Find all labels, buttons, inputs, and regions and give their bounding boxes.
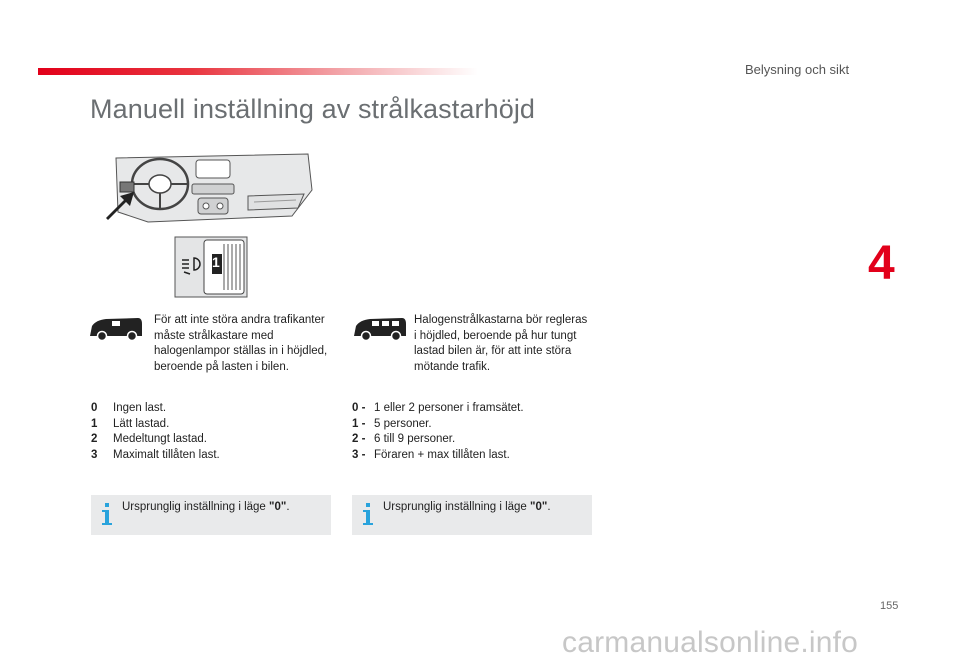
list-text: Lätt lastad. [113, 417, 170, 430]
list-item [352, 417, 592, 433]
info-text: Ursprunglig inställning i läge "0". [383, 501, 551, 513]
info-icon [101, 503, 113, 525]
left-load-list [91, 401, 311, 463]
info-value: "0" [269, 501, 287, 513]
right-load-list [352, 401, 592, 463]
list-text: 1 eller 2 personer i framsätet. [374, 402, 524, 414]
list-text: Föraren + max tillåten last. [374, 448, 510, 461]
list-item [352, 401, 592, 417]
right-info-box [352, 495, 592, 535]
dashboard-illustration [108, 150, 320, 228]
thumbwheel-illustration [174, 236, 248, 298]
header-accent-bar [38, 68, 478, 75]
list-item [352, 432, 592, 448]
list-item [91, 417, 311, 433]
list-number: 3 [91, 448, 98, 461]
right-description: Halogenstrålkastarna bör regleras i höjdled, beroende på hur tungt lastad bilen är, för att inte störa mötande trafik. [414, 314, 588, 373]
info-value: "0" [530, 501, 548, 513]
info-icon [362, 503, 374, 525]
page-title: Manuell inställning av strålkastarhöjd [90, 94, 536, 124]
list-text: 5 personer. [374, 417, 432, 430]
list-item [91, 432, 311, 448]
list-text: Medeltungt lastad. [113, 433, 207, 445]
left-info-box [91, 495, 331, 535]
list-text: 6 till 9 personer. [374, 433, 456, 445]
watermark: carmanualsonline.info [562, 626, 859, 659]
list-item [91, 448, 311, 464]
list-number: 2 [91, 433, 98, 445]
chapter-number: 4 [868, 237, 895, 290]
list-number: 1 - [352, 417, 366, 430]
van-icon [88, 316, 144, 342]
list-number: 0 [91, 402, 98, 414]
thumbwheel-label: 1 [212, 254, 220, 270]
section-title: Belysning och sikt [745, 62, 850, 77]
left-description: För att inte störa andra trafikanter måste strålkastare med halogenlampor ställas in i höjdled, beroende på lasten i bilen. [154, 314, 328, 373]
page-number: 155 [880, 600, 899, 612]
list-number: 0 - [352, 402, 366, 414]
list-number: 3 - [352, 448, 366, 461]
list-number: 2 - [352, 433, 366, 445]
list-text: Ingen last. [113, 402, 167, 414]
list-text: Maximalt tillåten last. [113, 448, 220, 461]
list-number: 1 [91, 417, 98, 430]
list-item [91, 401, 311, 417]
info-text: Ursprunglig inställning i läge "0". [122, 501, 290, 513]
arrow-icon [102, 186, 138, 222]
list-item [352, 448, 592, 464]
passenger-van-icon [352, 316, 408, 342]
